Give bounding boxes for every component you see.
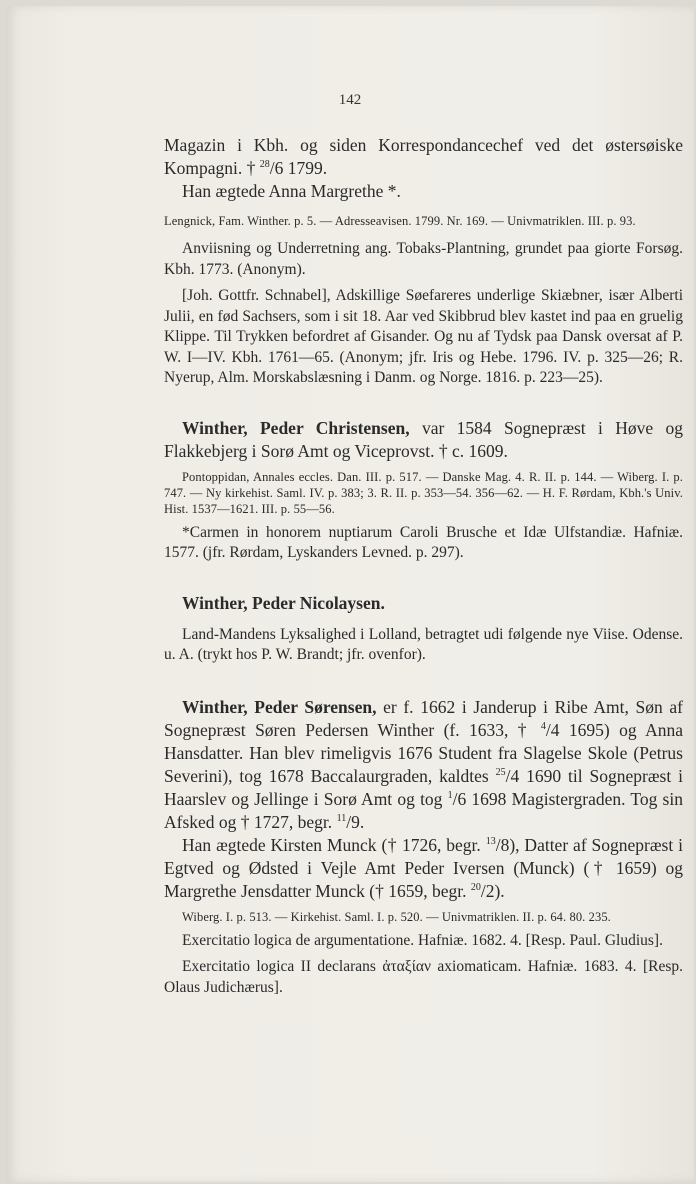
entry-references: Pontoppidan, Annales eccles. Dan. III. p. 517. — Danske Mag. 4. R. II. p. 144. — Wiberg. I. p. 747. — Ny kirkehist. Saml. IV. p. 383; 3. R. II. p. 353—54. 356—62. — H. F. Rørdam, Kbh.'s Univ. Hist. 1537—1621. III. p. 55—56.	[164, 469, 683, 516]
entry-name: Winther, Peder Nicolaysen.	[182, 592, 385, 613]
entry-peder-christensen	[164, 417, 683, 564]
entry-work: Exercitatio logica de argumentatione. Hafniæ. 1682. 4. [Resp. Paul. Gludius].	[182, 931, 663, 949]
page-number: 142	[338, 92, 362, 108]
entry-continuation	[164, 134, 683, 389]
entry-work: [Joh. Gottfr. Schnabel], Adskillige Søefareres underlige Skiæbner, især Alberti Julii, en fød Sachsers, som i sit 18. Aar ved Skibbrud blev kastet ind paa en gruelig Klippe. Til Trykken befordret af Gisander. Og nu af Tydsk paa Dansk oversat af P. W. I—IV. Kbh. 1761—65. (Anonym; jfr. Iris og Hebe. 1796. IV. p. 325—26; R. Nyerup, Alm. Morskabslæsning i Danm. og Norge. 1816. p. 223—25).	[164, 287, 683, 386]
entry-marriage: Han ægtede Anna Margrethe *.	[182, 181, 401, 201]
entry-peder-nicolaysen	[164, 592, 683, 666]
entry-name: Winther, Peder Sørensen,	[182, 696, 377, 717]
entry-biography: Magazin i Kbh. og siden Korrespondancechef ved det østersøiske Kompagni. † $^{28}$/6 1799.	[164, 135, 683, 178]
entry-biography: Winther, Peder Christensen, var 1584 Sognepræst i Høve og Flakkebjerg i Sorø Amt og Viceprovst. † c. 1609.	[164, 417, 683, 461]
entry-marriage: Han ægtede Kirsten Munck († 1726, begr. $^{13}$/8), Datter af Sognepræst i Egtved og Ødsted i Vejle Amt Peder Iversen (Munck) († 1659) og Margrethe Jensdatter Munck († 1659, begr. $^{20}$/2).	[164, 834, 684, 901]
entry-name: Winther, Peder Christensen,	[182, 417, 410, 438]
entry-peder-sorensen	[164, 696, 683, 999]
entry-biography: Winther, Peder Sørensen, er f. 1662 i Janderup i Ribe Amt, Søn af Sognepræst Søren Pedersen Winther (f. 1633, † $^4$/4 1695) og Anna Hansdatter. Han blev rimeligvis 1676 Student fra Slagelse Skole (Petrus Severini), tog 1678 Baccalaurgraden, kaldtes $^{25}$/4 1690 til Sognepræst i Haarslev og Jellinge i Sorø Amt og tog $^1$/6 1698 Magistergraden. Tog sin Afsked og † 1727, begr. $^{11}$/9.	[164, 696, 683, 832]
entry-biography	[164, 592, 683, 615]
entry-references: Lengnick, Fam. Winther. p. 5. — Adresseavisen. 1799. Nr. 169. — Univmatriklen. III. p. 93.	[164, 214, 636, 228]
entry-work: *Carmen in honorem nuptiarum Caroli Brusche et Idæ Ulfstandiæ. Hafniæ. 1577. (jfr. Rørdam, Lyskanders Levned. p. 297).	[164, 523, 683, 561]
entry-work: Land-Mandens Lyksalighed i Lolland, betragtet udi følgende nye Viise. Odense. u. A. (trykt hos P. W. Brandt; jfr. ovenfor).	[164, 625, 683, 663]
entry-references: Wiberg. I. p. 513. — Kirkehist. Saml. I. p. 520. — Univmatriklen. II. p. 64. 80. 235.	[182, 909, 611, 924]
entry-work: Exercitatio logica II declarans ἀταξίαν axiomaticam. Hafniæ. 1683. 4. [Resp. Olaus Judichærus].	[164, 958, 683, 996]
book-page	[6, 6, 694, 1182]
page-content	[164, 134, 683, 998]
entry-work: Anviisning og Underretning ang. Tobaks-Plantning, grundet paa giorte Forsøg. Kbh. 1773. (Anonym).	[164, 240, 683, 278]
